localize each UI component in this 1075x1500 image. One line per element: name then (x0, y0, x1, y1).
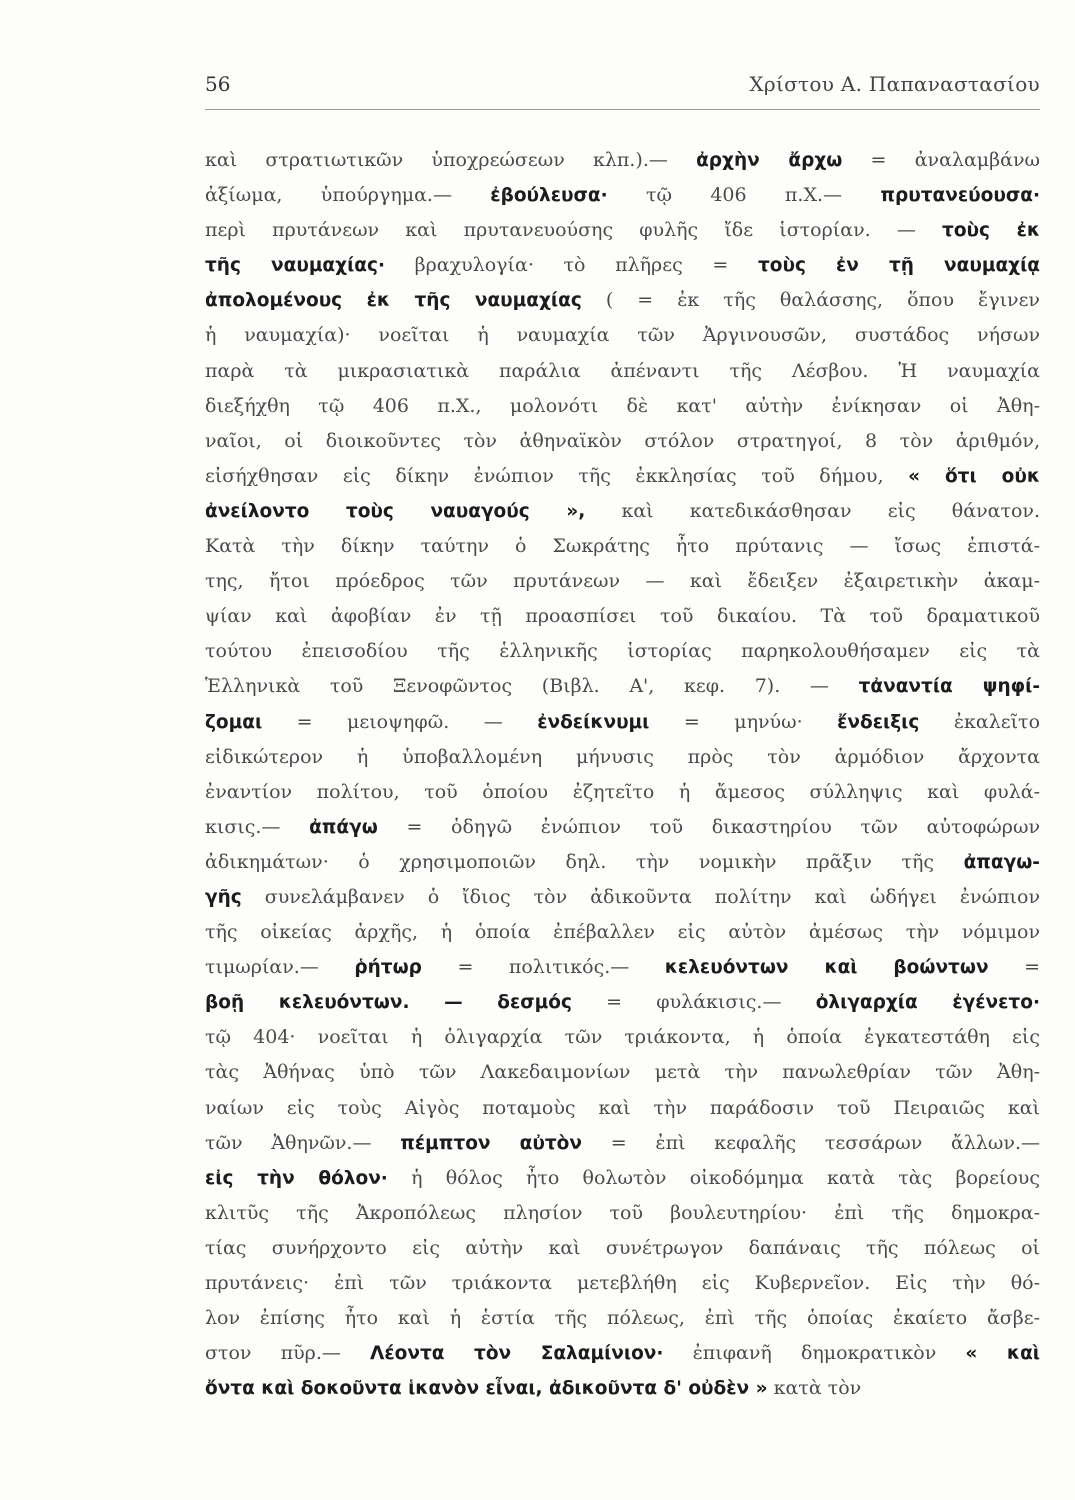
text-segment: εἰδικώτερον ἡ ὑποβαλλομένη μήνυσις πρὸς τὸν ἁρμόδιον ἄρχοντα (205, 745, 1040, 768)
text-line (205, 810, 1040, 845)
text-line (205, 318, 1040, 353)
text-line (205, 1266, 1040, 1301)
text-line (205, 424, 1040, 459)
text-segment: Κατὰ τὴν δίκην ταύτην ὁ Σωκράτης ἦτο πρύτανις — ἴσως ἐπιστά- (205, 535, 1040, 558)
text-segment: ναίων εἰς τοὺς Αἰγὸς ποταμοὺς καὶ τὴν παράδοσιν τοῦ Πειραιῶς καὶ (205, 1096, 1040, 1119)
text-segment: ἐκαλεῖτο (919, 710, 1040, 733)
text-segment: βραχυλογία· τὸ πλῆρες = (384, 254, 758, 277)
bold-term: γῆς (205, 886, 242, 908)
text-segment: = ἐπὶ κεφαλῆς τεσσάρων ἄλλων.— (581, 1131, 1040, 1154)
text-segment: ἀδικημάτων· ὁ χρησιμοποιῶν δηλ. τὴν νομικὴν πρᾶξιν τῆς (205, 850, 964, 873)
bold-term: ἔνδειξις (837, 711, 920, 733)
text-segment: = (988, 956, 1040, 979)
text-line (205, 389, 1040, 424)
text-segment: κισις.— (205, 815, 310, 838)
bold-term: τῆς ναυμαχίας· (205, 255, 385, 277)
text-line (205, 1196, 1040, 1231)
bold-term: « καὶ (965, 1343, 1040, 1365)
bold-term: Λέοντα τὸν Σαλαμίνιον· (370, 1343, 664, 1365)
text-segment: = μειοψηφῶ. — (262, 710, 538, 733)
text-line (205, 880, 1040, 915)
text-segment: τῆς οἰκείας ἀρχῆς, ἡ ὁποία ἐπέβαλλεν εἰς αὐτὸν ἀμέσως τὴν νόμιμον (205, 921, 1040, 944)
text-segment: της, ἤτοι πρόεδρος τῶν πρυτάνεων — καὶ ἔδειξεν ἐξαιρετικὴν ἀκαμ- (205, 570, 1040, 593)
text-segment: τῷ 406 π.Χ.— (607, 184, 881, 207)
text-segment: τὰς Ἀθήνας ὑπὸ τῶν Λακεδαιμονίων μετὰ τὴν πανωλεθρίαν τῶν Ἀθη- (205, 1061, 1040, 1084)
text-segment: ἡ θόλος ἦτο θολωτὸν οἰκοδόμημα κατὰ τὰς βορείους (387, 1166, 1040, 1189)
text-line (205, 669, 1040, 704)
text-segment: ( = ἐκ τῆς θαλάσσης, ὅπου ἔγινεν (581, 289, 1040, 312)
text-segment: = πολιτικός.— (421, 956, 665, 979)
bold-term: εἰς τὴν θόλον· (205, 1167, 388, 1189)
text-segment: κλιτῦς τῆς Ἀκροπόλεως πλησίον τοῦ βουλευτηρίου· ἐπὶ τῆς δημοκρα- (205, 1201, 1040, 1224)
bold-term: ὄντα καὶ δοκοῦντα ἱκανὸν εἶναι, ἀδικοῦντα δ' οὐδὲν » (205, 1378, 768, 1400)
text-segment: = ὁδηγῶ ἐνώπιον τοῦ δικαστηρίου τῶν αὐτοφώρων (377, 815, 1040, 838)
text-segment: ἀξίωμα, ὑπούργημα.— (205, 184, 491, 207)
text-line (205, 248, 1040, 283)
text-segment: συνελάμβανεν ὁ ἴδιος τὸν ἀδικοῦντα πολίτην καὶ ὡδήγει ἐνώπιον (241, 885, 1040, 908)
text-line (205, 1371, 1040, 1406)
text-line (205, 634, 1040, 669)
text-segment: τῷ 404· νοεῖται ἡ ὀλιγαρχία τῶν τριάκοντα, ἡ ὁποία ἐγκατεστάθη εἰς (205, 1026, 1040, 1049)
bold-term: πρυτανεύουσα· (880, 185, 1040, 207)
text-segment: ψίαν καὶ ἀφοβίαν ἐν τῇ προασπίσει τοῦ δικαίου. Τὰ τοῦ δραματικοῦ (205, 605, 1040, 628)
page-header (205, 72, 1040, 108)
text-line (205, 529, 1040, 564)
text-line (205, 1020, 1040, 1055)
bold-term: κελευόντων καὶ βοώντων (664, 957, 989, 979)
text-segment: καὶ στρατιωτικῶν ὑποχρεώσεων κλπ.).— (205, 149, 697, 171)
bold-term: πέμπτον αὐτὸν (400, 1132, 582, 1154)
text-segment: τῶν Ἀθηνῶν.— (205, 1131, 401, 1154)
bold-term: ἀπαγω- (963, 851, 1040, 873)
text-segment: = μηνύω· (649, 710, 838, 733)
running-title: Χρίστου Α. Παπαναστασίου (749, 72, 1040, 96)
text-line (205, 915, 1040, 950)
text-segment: ἡ ναυμαχία)· νοεῖται ἡ ναυμαχία τῶν Ἀργινουσῶν, συστάδος νήσων (205, 324, 1040, 347)
text-segment: στον πῦρ.— (205, 1342, 371, 1365)
page-number: 56 (205, 72, 231, 96)
text-segment: ἐναντίον πολίτου, τοῦ ὁποίου ἐζητεῖτο ἡ ἄμεσος σύλληψις καὶ φυλά- (205, 780, 1040, 803)
text-segment: ναῖοι, οἱ διοικοῦντες τὸν ἀθηναϊκὸν στόλον στρατηγοί, 8 τὸν ἀριθμόν, (205, 429, 1040, 452)
text-segment: εἰσήχθησαν εἰς δίκην ἐνώπιον τῆς ἐκκλησίας τοῦ δήμου, (205, 464, 909, 487)
text-line (205, 1161, 1040, 1196)
bold-term: βοῇ κελευόντων. — δεσμός (205, 992, 572, 1014)
bold-term: ἀρχὴν ἄρχω (696, 150, 843, 171)
text-line (205, 213, 1040, 248)
text-segment: τούτου ἐπεισοδίου τῆς ἑλληνικῆς ἱστορίας παρηκολουθήσαμεν εἰς τὰ (205, 640, 1040, 663)
bold-term: ἀνείλοντο τοὺς ναυαγούς », (205, 500, 586, 522)
text-line (205, 1231, 1040, 1266)
text-segment: πρυτάνεις· ἐπὶ τῶν τριάκοντα μετεβλήθη εἰς Κυβερνεῖον. Εἰς τὴν θό- (205, 1272, 1040, 1294)
text-line (205, 1301, 1040, 1336)
text-segment: = φυλάκισις.— (571, 991, 816, 1014)
text-line (205, 599, 1040, 634)
text-segment: τίας συνήρχοντο εἰς αὐτὴν καὶ συνέτρωγον δαπάναις τῆς πόλεως οἱ (205, 1236, 1040, 1259)
text-line (205, 354, 1040, 389)
text-segment: καὶ κατεδικάσθησαν εἰς θάνατον. (585, 499, 1040, 522)
text-segment: Ἑλληνικὰ τοῦ Ξενοφῶντος (Βιβλ. Α', κεφ. 7). — (205, 675, 859, 698)
text-line (205, 143, 1040, 178)
text-line (205, 950, 1040, 985)
bold-term: « ὅτι οὐκ (908, 465, 1040, 487)
bold-term: τοὺς ἐν τῇ ναυμαχίᾳ (757, 255, 1040, 277)
text-segment: τιμωρίαν.— (205, 956, 355, 979)
bold-term: ἀπάγω (309, 816, 378, 838)
text-line (205, 845, 1040, 880)
body-text (205, 143, 1040, 1406)
text-line (205, 740, 1040, 775)
header-rule (205, 109, 1040, 110)
text-line (205, 283, 1040, 318)
text-line (205, 459, 1040, 494)
text-segment: ἐπιφανῆ δημοκρατικὸν (663, 1342, 966, 1365)
text-line (205, 985, 1040, 1020)
text-line (205, 178, 1040, 213)
text-line (205, 1336, 1040, 1371)
text-segment: = ἀναλαμβάνω (842, 149, 1040, 171)
bold-term: ἐνδείκνυμι (537, 711, 650, 733)
bold-term: ἐβούλευσα· (490, 185, 608, 207)
bold-term: ὀλιγαρχία ἐγένετο· (815, 992, 1040, 1014)
text-segment: παρὰ τὰ μικρασιατικὰ παράλια ἀπέναντι τῆς Λέσβου. Ἡ ναυμαχία (205, 359, 1040, 382)
bold-term: ἀπολομένους ἐκ τῆς ναυμαχίας (205, 290, 582, 312)
text-line (205, 1091, 1040, 1126)
text-segment: διεξήχθη τῷ 406 π.Χ., μολονότι δὲ κατ' αὐτὴν ἐνίκησαν οἱ Ἀθη- (205, 394, 1040, 417)
bold-term: τἀναντία ψηφί- (858, 676, 1040, 698)
bold-term: ζομαι (205, 711, 263, 733)
text-line (205, 1055, 1040, 1090)
text-line (205, 1126, 1040, 1161)
bold-term: ῥήτωρ (354, 957, 422, 979)
text-line (205, 775, 1040, 810)
text-line (205, 564, 1040, 599)
text-segment: λον ἐπίσης ἦτο καὶ ἡ ἑστία τῆς πόλεως, ἐπὶ τῆς ὁποίας ἐκαίετο ἄσβε- (205, 1307, 1040, 1330)
text-segment: κατὰ τὸν (767, 1377, 862, 1400)
bold-term: τοὺς ἐκ (942, 220, 1040, 242)
text-segment: περὶ πρυτάνεων καὶ πρυτανευούσης φυλῆς ἴδε ἱστορίαν. — (205, 219, 943, 242)
text-line (205, 705, 1040, 740)
text-line (205, 494, 1040, 529)
